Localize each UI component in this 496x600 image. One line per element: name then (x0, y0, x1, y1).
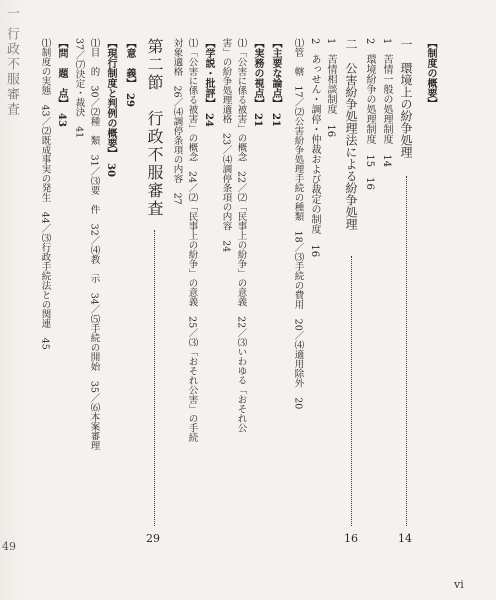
toc-heading-mondai: 【問 題 点】 43 (56, 38, 67, 127)
toc-subitems-gakusetsu-1: ⑴「公害に係る被害」の概念 24／⑵「民事上の紛争」の意義 25／⑶「おそれ公害」の手続 (186, 38, 198, 443)
toc-subitems-jitsumu-1: ⑴「公害に係る被害」の概念 22／⑵「民事上の紛争」の意義 22／⑶いわゆる「おそれ公 (235, 38, 247, 433)
bleed-page-number: 49 (2, 540, 16, 553)
toc-item-assen: 2 あっせん・調停・仲裁および裁定の制度 16 (309, 38, 320, 258)
toc-heading-igi: 【意 義】 29 (124, 38, 135, 107)
toc-subitems-genkou-2: 37／⑺決定・裁決 41 (73, 38, 85, 139)
toc-heading-ronten: 【主要な論点】 21 (270, 38, 281, 127)
leader-dots (406, 176, 407, 526)
toc-subitems-kankatsu: ⑴管 轄 17／⑵公害紛争処理手続の種類 18／⑶手続の費用 20／⑷適用除外 20 (292, 38, 304, 410)
toc-subitems-mondai: ⑴制度の実態 43／⑵既成事実の発生 44／⑶行政手続法との関連 45 (39, 38, 51, 350)
toc-page-29: 29 (146, 532, 160, 545)
toc-page-16: 16 (344, 532, 358, 545)
toc-subitems-jitsumu-2: 害」の紛争処理適格 23／⑷調停条項の内容 24 (220, 38, 232, 253)
toc-subitems-gakusetsu-2: 対象適格 26／⑷調停条項の内容 27 (171, 38, 183, 205)
toc-heading-gakusetsu: 【学説・批評】 24 (203, 38, 214, 127)
toc-subitems-genkou-1: ⑴目 的 30／⑵種 類 31／⑶要 件 32／⑷教 示 34／⑸手続の開始 35／⑹本案審理 (88, 38, 100, 450)
bleed-heading: 一 行政不服審査 (4, 6, 19, 118)
toc-item-kujo: 1 苦情一般の処理制度 14 (381, 38, 392, 168)
toc-heading-jitsumu: 【実務の視点】 21 (252, 38, 263, 127)
toc-chapter-section-2: 第二節 行政不服審査 (145, 38, 164, 218)
toc-section-kankyo: 一 環境上の紛争処理 (399, 38, 413, 158)
leader-dots (351, 256, 352, 526)
toc-heading-seido: 【制度の概要】 (425, 38, 436, 108)
previous-page-edge (0, 0, 32, 600)
leader-dots (154, 230, 155, 526)
toc-heading-genkou: 【現行制度と判例の概要】 30 (105, 38, 116, 177)
page-number: vi (454, 578, 464, 591)
toc-page-14: 14 (398, 532, 412, 545)
toc-section-kougai: 二 公害紛争処理法による紛争処理 (344, 38, 358, 230)
toc-item-kujosoudan: 1 苦情相談制度 16 (325, 38, 336, 138)
toc-item-funsou: 2 環境紛争の処理制度 15 16 (364, 38, 375, 190)
